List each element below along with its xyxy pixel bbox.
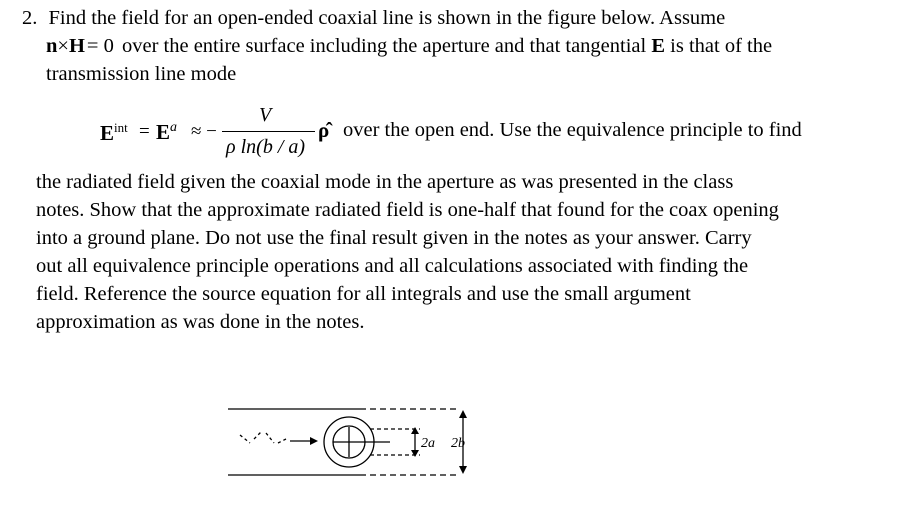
- problem-number: 2.: [22, 7, 38, 29]
- equals-zero: = 0: [86, 35, 114, 57]
- dim-2b-arrow-up: [459, 410, 467, 418]
- dim-2a-arrow-down: [411, 450, 419, 457]
- eq-approx: ≈ −: [191, 121, 217, 142]
- e-vector: E: [651, 35, 666, 57]
- problem-text-3: transmission line mode: [46, 63, 237, 85]
- incoming-arrow-head: [310, 437, 318, 445]
- h-vector: H: [68, 35, 85, 57]
- eq-trailing-text: over the open end. Use the equivalence principle to find: [343, 119, 802, 141]
- eq-equals: =: [139, 121, 150, 142]
- dim-2a-arrow-up: [411, 427, 419, 434]
- n-vector: n: [46, 35, 58, 57]
- problem-text-2: over the entire surface including the aperture and that tangential: [121, 35, 647, 57]
- eq-sup-int: int: [114, 120, 128, 135]
- body-line-6: approximation as was done in the notes.: [36, 311, 365, 333]
- problem-line-2: [46, 34, 772, 58]
- body-line-2: notes. Show that the approximate radiated field is one-half that found for the coax opening: [36, 199, 779, 221]
- body-line-4: out all equivalence principle operations and all calculations associated with finding the: [36, 255, 749, 277]
- eq-e-int: [100, 120, 128, 146]
- eq-sup-a: a: [170, 120, 178, 135]
- eq-rho-hat: ρ̂: [318, 118, 330, 142]
- label-2a: 2a: [421, 436, 435, 451]
- problem-line-1: [22, 6, 725, 30]
- eq-e-a: [156, 120, 177, 145]
- problem-text-1: Find the field for an open-ended coaxial line is shown in the figure below. Assume: [48, 7, 726, 29]
- fraction-bar: [222, 131, 315, 132]
- eq-denominator: ρ ln(b / a): [226, 136, 306, 158]
- coax-figure: [220, 395, 490, 485]
- problem-text-2-end: is that of the: [670, 35, 773, 57]
- eq-numerator: V: [259, 104, 272, 126]
- cross-symbol: ×: [57, 35, 69, 57]
- label-2b: 2b: [451, 436, 465, 451]
- body-line-5: field. Reference the source equation for all integrals and use the small argument: [36, 283, 691, 305]
- eq-e2: E: [156, 120, 171, 144]
- body-line-3: into a ground plane. Do not use the final result given in the notes as your answer. Carry: [36, 227, 752, 249]
- incoming-wave-path: [240, 431, 286, 443]
- dim-2b-arrow-down: [459, 466, 467, 474]
- eq-e1: E: [100, 121, 115, 145]
- problem-line-3: [46, 62, 236, 86]
- body-line-1: the radiated field given the coaxial mode in the aperture as was presented in the class: [36, 171, 734, 193]
